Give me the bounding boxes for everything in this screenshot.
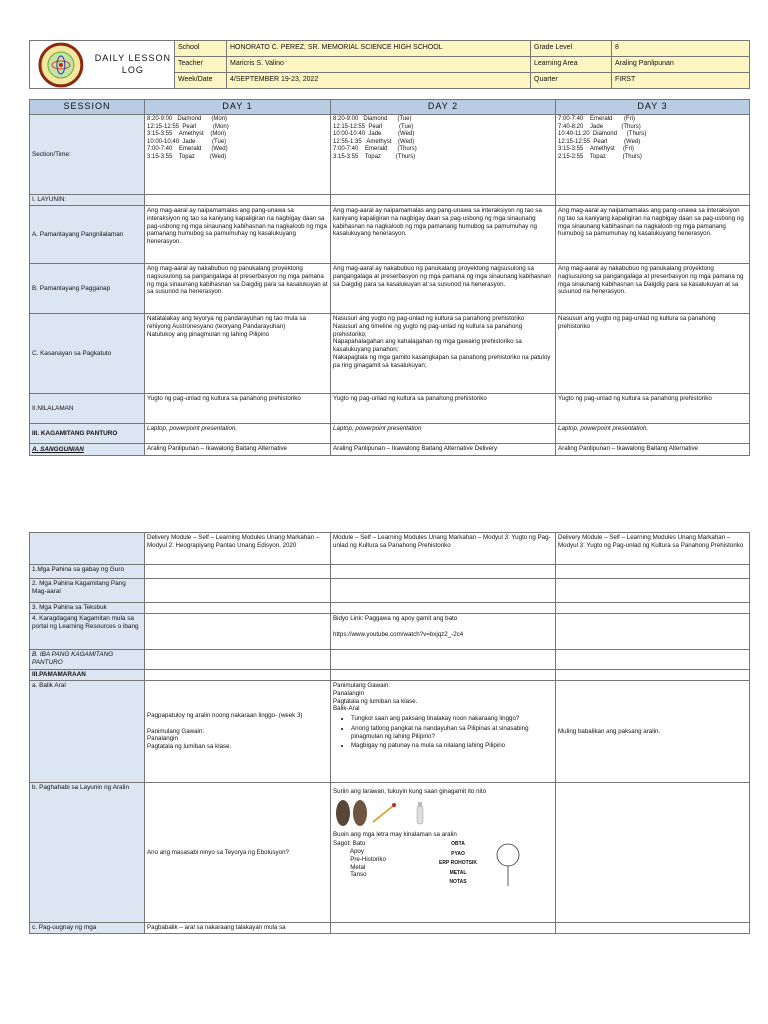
modules-day3: Delivery Module – Self – Learning Modules Unang Markahan – Modyul 3: Yugto ng Pag-unlad ng Kultura sa Panahong Prehistoriko	[556, 533, 750, 565]
pagganap-day3: Ang mag-aaral ay nakabubuo ng panukalang proyektong nagsusulong sa pangangalaga at preserbasyon ng mga pamana ng mga sinaunang kabihasnan sa Daigdig para sa kasalukuyan at sa susunod na henerasyon.	[556, 264, 750, 314]
document-title: DAILY LESSON LOG	[94, 52, 171, 75]
scrambled-word: ERP ROHOTSIK	[439, 860, 477, 867]
question-item: • Anong tatlong pangkat na nandayuhan sa Pilipinas at sinasabing pinagmulan ng lahing Pilipino?	[351, 725, 553, 741]
quarter-value: FIRST	[612, 73, 750, 89]
empty-cell	[331, 670, 556, 681]
balik-aral-day3: Muling babalikan ang paksang aralin.	[556, 681, 750, 783]
question-item: • Magbigay ng patunay na mula sa nilalang lahing Pilipino	[351, 742, 553, 750]
scrambled-word: METAL	[449, 869, 467, 876]
kagamitang-label: III. KAGAMITANG PANTURO	[30, 424, 145, 444]
magaaral-label: 2. Mga Pahina Kagamitang Pang Mag-aaral	[30, 579, 145, 603]
lesson-table-page1	[29, 99, 750, 456]
paghahabi-day2	[331, 783, 556, 923]
balik-aral-day1: Pagpapatuloy ng aralin noong nakaraan linggo- (week 3) Panimulang Gawain: Panalangin Pagtatala ng lumiban sa klase.	[145, 681, 331, 783]
empty-cell	[331, 565, 556, 579]
teacher-label: Teacher	[175, 57, 227, 73]
kasanayan-day3: Nasusuri ang yugto ng pag-unlad ng kultura sa panahong prehistoriko	[556, 314, 750, 394]
grade-label: Grade Level	[531, 41, 612, 57]
gabay-guro-label: 1.Mga Pahina sa gabay ng Guro	[30, 565, 145, 579]
kasanayan-day2: Nasusuri ang yugto ng pag-unlad ng kultura sa panahong prehistoriko Nasusuri ang timeline ng yugto ng pag-unlad ng kultura sa panahong prehistoriko; Napapahalagahan ang kahalagahan ng mga gawaing prehistoriko sa kasalukuyang panahon; Nakapagtala ng mga gamito kasangkapan sa panahong prehistoriko na patuloy pa ring ginagamit sa kasalukuyan;	[331, 314, 556, 394]
stone-tools-image	[333, 798, 443, 828]
pamamaraan-label: III.PAMAMARAAN	[30, 670, 145, 681]
kasanayan-label: C. Kasanayan sa Pagkatuto	[30, 314, 145, 394]
sanggunian-day2: Araling Panlipunan – Ikawalong Baitang Alternative Delivery	[331, 444, 556, 456]
pag-uugnay-label: c. Pag-uugnay ng mga	[30, 923, 145, 934]
video-link-url[interactable]: https://www.youtube.com/watch?v=bxjqz2_-2c4	[333, 630, 464, 638]
teksbuk-label: 3. Mga Pahina sa Teksbuk	[30, 603, 145, 614]
paghahabi-label: b. Paghahabi sa Layunin ng Aralin	[30, 783, 145, 923]
empty-cell	[556, 603, 750, 614]
empty-cell	[556, 650, 750, 670]
tree-sketch-icon	[488, 840, 528, 890]
pangnilalaman-label: A. Pamantayang Pangnilalaman	[30, 206, 145, 264]
empty-cell	[331, 603, 556, 614]
kagamitang-day2: Laptop, powerpoint presentation	[331, 424, 556, 444]
session-label: SESSION	[30, 100, 145, 115]
empty-cell	[556, 565, 750, 579]
scrambled-word: OBTA	[451, 841, 465, 848]
empty-cell	[145, 195, 331, 206]
quarter-label: Quarter	[531, 73, 612, 89]
day1-schedule: 8:20-9:00 Diamond (Mon) 12:15-12:55 Pearl (Mon) 3:15-3:55 Amethyst (Mon) 10:00-10:40 Jade (Tue) 7:00-7:40 Emerald (Wed) 3:15-3:55 Topaz (Wed)	[145, 115, 331, 195]
paghahabi-day1: Ano ang masasabi ninyo sa Teyorya ng Ebolusyon?	[145, 783, 331, 923]
balik-aral-questions	[343, 715, 553, 750]
empty-cell	[556, 195, 750, 206]
teacher-value: Maricris S. Valino	[227, 57, 531, 73]
empty-cell	[145, 579, 331, 603]
day2-header: DAY 2	[331, 100, 556, 115]
header-table	[29, 40, 750, 89]
pangnilalaman-day2: Ang mag-aaral ay naipamamalas ang pang-unawa sa interaksiyon ng tao sa kaniyang kapaligiran na nagbigay daan sa pag-usbong ng mga sinaunang kabihasnan na nagkaloob ng mga pamanang humubog sa pamumuhay ng kasalukuyang henerasyon.	[331, 206, 556, 264]
iba-pang-label: B. IBA PANG KAGAMITANG PANTURO	[30, 650, 145, 670]
empty-cell	[145, 650, 331, 670]
grade-value: 8	[612, 41, 750, 57]
balik-aral-day2-intro: Panimulang Gawain: Panalangin Pagtatala ng lumiban sa klase. Balik-Aral	[333, 682, 418, 713]
pag-uugnay-day1: Pagbabalik – aral sa nakaraang talakayan mula sa	[145, 923, 331, 934]
area-value: Araling Panlipunan	[612, 57, 750, 73]
paghahabi-sagot: Sagot: Bato Apoy Pre-Historiko Metal Tanso	[333, 840, 386, 879]
day1-header: DAY 1	[145, 100, 331, 115]
empty-cell	[556, 783, 750, 923]
school-value: HONORATO C. PEREZ, SR. MEMORIAL SCIENCE HIGH SCHOOL	[227, 41, 531, 57]
pangnilalaman-day1: Ang mag-aaral ay naipamamalas ang pang-unawa sa interaksiyon ng tao sa kaniyang kapaligiran na nagbigay daan sa pag-usbong ng mga sinaunang kabihasnan na nagkaloob ng mga pamanang humubog sa pamumuhay ng kasalukuyang henerasyon.	[145, 206, 331, 264]
scrambled-word: PYAO	[451, 850, 465, 857]
school-label: School	[175, 41, 227, 57]
pagganap-label: B. Pamantayang Pagganap	[30, 264, 145, 314]
sanggunian-day1: Araling Panlipunan – Ikawalong Baitang Alternative	[145, 444, 331, 456]
day2-schedule: 8:20-9:00 Diamond (Tue) 12:15-12:55 Pearl (Tue) 10:00-10:40 Jade (Wed) 12:55-1:35 Amethyst (Wed) 7:00-7:40 Emerald (Thurs) 3:15-3:55 Topaz (Thurs)	[331, 115, 556, 195]
modules-day1: Delivery Module – Self – Learning Modules Unang Markahan – Modyul 2: Heograpiyang Pantao Unang Edisyon, 2020	[145, 533, 331, 565]
empty-cell	[331, 195, 556, 206]
kagamitang-day3: Laptop, powerpoint presentation,	[556, 424, 750, 444]
karagdagang-day2	[331, 614, 556, 650]
kagamitang-day1: Laptop, powerpoint presentation,	[145, 424, 331, 444]
paghahabi-build: Buoin ang mga letra may kinalaman sa aralin	[333, 830, 457, 838]
video-link-title: Bidyo Link: Paggawa ng apoy gamit ang bato	[333, 615, 458, 622]
empty-cell	[145, 614, 331, 650]
paghahabi-instruction: Suriin ang larawan, tukuyin kung saan ginagamit ito nito	[333, 788, 487, 795]
lesson-table-page2	[29, 532, 750, 934]
empty-cell	[556, 614, 750, 650]
modules-day2: Module – Self – Learning Modules Unang Markahan – Modyul 3: Yugto ng Pag-unlad ng Kultura sa Panahong Prehistoriko	[331, 533, 556, 565]
nilalaman-day2: Yugto ng pag-unlad ng kultura sa panahong prehistoriko	[331, 394, 556, 424]
empty-cell	[331, 579, 556, 603]
empty-cell	[556, 670, 750, 681]
week-label: Week/Date	[175, 73, 227, 89]
empty-cell	[331, 923, 556, 934]
logo-cell	[30, 41, 175, 89]
sanggunian-label: A. SANGGUNIAN	[30, 444, 145, 456]
nilalaman-label: II.NILALAMAN	[30, 394, 145, 424]
sanggunian-day3: Araling Panlipunan – Ikawalong Baitang Alternative	[556, 444, 750, 456]
pangnilalaman-day3: Ang mag-aaral ay naipamamalas ang pang-unawa sa interaksiyon ng tao sa kaniyang kapaligiran na nagbigay daan sa pag-usbong ng mga sinaunang kabihasnan na nagkaloob ng mga pamanang humubog sa pamumuhay ng kasalukuyang henerasyon.	[556, 206, 750, 264]
kasanayan-day1: Natatalakay ang teyorya ng pandarayuhan ng tao mula sa rehiyong Austronesyano (teoryang Pandarayuhan) Natutukoy ang pinagmulan ng lahing Pilipino	[145, 314, 331, 394]
balik-aral-label: a. Balik Aral	[30, 681, 145, 783]
pagganap-day2: Ang mag-aaral ay nakabubuo ng panukalang proyektong nagsusulong sa pangangalaga at preserbasyon ng mga pamana ng mga sinaunang kabihasnan sa Daigdig para sa kasalukuyan at sa susunod na henerasyon.	[331, 264, 556, 314]
section-time-label: Section/Time:	[30, 115, 145, 195]
school-seal-icon	[33, 42, 89, 88]
empty-cell	[556, 579, 750, 603]
nilalaman-day3: Yugto ng pag-unlad ng kultura sa panahong prehistoriko	[556, 394, 750, 424]
empty-cell	[556, 923, 750, 934]
nilalaman-day1: Yugto ng pag-unlad ng kultura sa panahong prehistoriko	[145, 394, 331, 424]
day3-schedule: 7:00-7:40 Emerald (Fri) 7:40-8:20 Jade (Thurs) 10:40-11:20 Diamond (Thurs) 12:15-12:55 Pearl (Wed) 3:15-3:55 Amethyst (Fri) 2:15-2:55 Topaz (Thurs)	[556, 115, 750, 195]
empty-cell	[145, 603, 331, 614]
question-item: • Tungkol saan ang paksang tinalakay noon nakaraang linggo?	[351, 715, 553, 723]
empty-cell	[145, 670, 331, 681]
modules-label	[30, 533, 145, 565]
week-value: 4/SEPTEMBER 19-23, 2022	[227, 73, 531, 89]
pagganap-day1: Ang mag-aaral ay nakabubuo ng panukalang proyektong nagsusulong sa pangangalaga at preserbasyon ng mga pamana ng mga sinaunang kabihasnan sa Daigdig para sa kasalukuyan at sa susunod na henerasyon.	[145, 264, 331, 314]
layunin-label: I. LAYUNIN:	[30, 195, 145, 206]
day3-header: DAY 3	[556, 100, 750, 115]
empty-cell	[331, 650, 556, 670]
karagdagang-label: 4. Karagdagang Kagamitan mula sa portal ng Learning Resources o ibang	[30, 614, 145, 650]
empty-cell	[145, 565, 331, 579]
balik-aral-day2	[331, 681, 556, 783]
area-label: Learning Area	[531, 57, 612, 73]
scrambled-word: NOTAS	[449, 879, 467, 886]
